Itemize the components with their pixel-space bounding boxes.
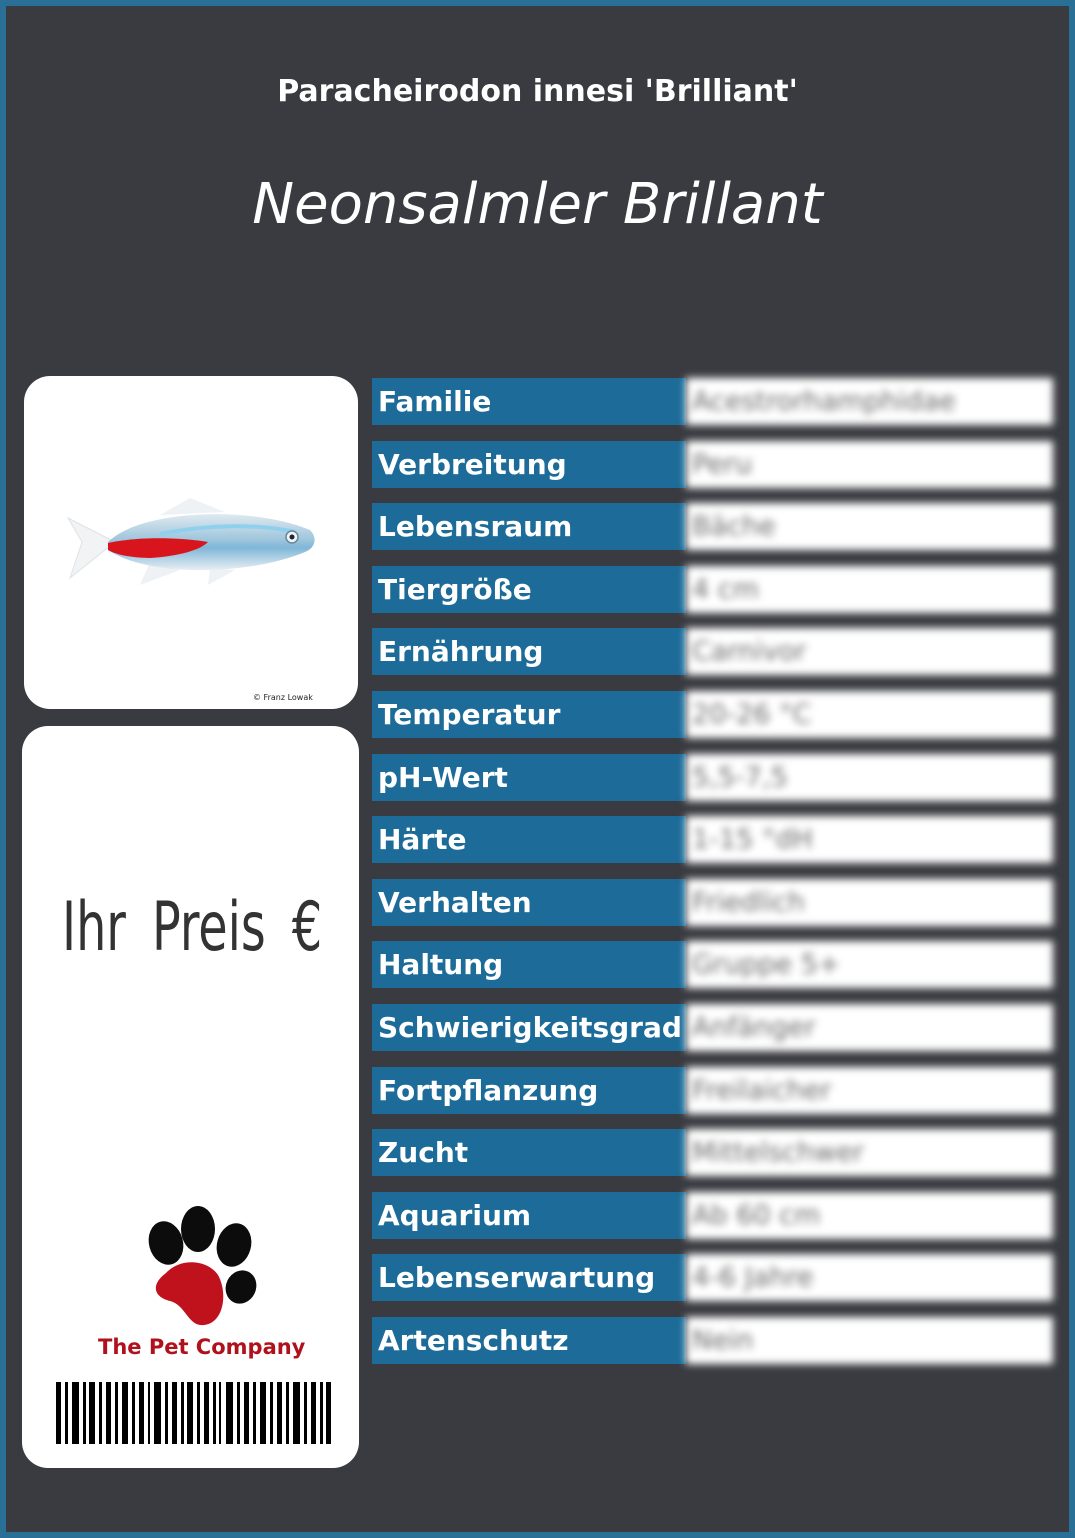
spec-label: Härte — [372, 816, 686, 863]
spec-row-schwierigkeitsgrad — [372, 1004, 1053, 1051]
spec-value: 5,5-7,5 — [686, 754, 1053, 801]
spec-label: Verhalten — [372, 879, 686, 926]
spec-value: Friedlich — [686, 879, 1053, 926]
spec-label: Aquarium — [372, 1192, 686, 1239]
spec-label: Artenschutz — [372, 1317, 686, 1364]
price-label: Ihr Preis € — [62, 888, 323, 967]
spec-row-lebensraum — [372, 503, 1053, 550]
photo-credit: © Franz Lowak — [253, 693, 313, 702]
spec-label: Lebenserwartung — [372, 1254, 686, 1301]
spec-value: Bäche — [686, 503, 1053, 550]
spec-label: Familie — [372, 378, 686, 425]
common-name-subtitle: Neonsalmler Brillant — [252, 172, 823, 237]
spec-label: Tiergröße — [372, 566, 686, 613]
spec-row-temperatur — [372, 691, 1053, 738]
spec-label: Verbreitung — [372, 441, 686, 488]
spec-row-lebenserwartung — [372, 1254, 1053, 1301]
spec-value: 20-26 °C — [686, 691, 1053, 738]
spec-row-tiergroesse — [372, 566, 1053, 613]
spec-row-ernaehrung — [372, 628, 1053, 675]
spec-row-haltung — [372, 941, 1053, 988]
spec-value: 4 cm — [686, 566, 1053, 613]
spec-label: Ernährung — [372, 628, 686, 675]
spec-value: Anfänger — [686, 1004, 1053, 1051]
spec-row-fortpflanzung — [372, 1067, 1053, 1114]
spec-row-zucht — [372, 1129, 1053, 1176]
spec-value: Mittelschwer — [686, 1129, 1053, 1176]
spec-row-artenschutz — [372, 1317, 1053, 1364]
neon-tetra-fish-icon — [60, 490, 320, 590]
spec-label: Temperatur — [372, 691, 686, 738]
spec-row-ph-wert — [372, 754, 1053, 801]
spec-label: Schwierigkeitsgrad — [372, 1004, 686, 1051]
spec-label: Zucht — [372, 1129, 686, 1176]
species-specs-table — [372, 378, 1053, 1380]
spec-label: pH-Wert — [372, 754, 686, 801]
spec-value: Freilaicher — [686, 1067, 1053, 1114]
spec-row-familie — [372, 378, 1053, 425]
spec-value: Nein — [686, 1317, 1053, 1364]
barcode-icon — [56, 1382, 332, 1444]
spec-value: 4-6 Jahre — [686, 1254, 1053, 1301]
spec-row-verbreitung — [372, 441, 1053, 488]
spec-value: Acestrorhamphidae — [686, 378, 1053, 425]
spec-value: Peru — [686, 441, 1053, 488]
spec-value: Gruppe 5+ — [686, 941, 1053, 988]
spec-label: Haltung — [372, 941, 686, 988]
spec-row-verhalten — [372, 879, 1053, 926]
paw-print-icon — [136, 1205, 266, 1335]
spec-label: Lebensraum — [372, 503, 686, 550]
company-name: The Pet Company — [98, 1335, 306, 1359]
spec-row-aquarium — [372, 1192, 1053, 1239]
spec-label: Fortpflanzung — [372, 1067, 686, 1114]
spec-value: 1-15 °dH — [686, 816, 1053, 863]
spec-row-haerte — [372, 816, 1053, 863]
spec-value: Carnivor — [686, 628, 1053, 675]
spec-value: Ab 60 cm — [686, 1192, 1053, 1239]
page-title: Paracheirodon innesi 'Brilliant' — [277, 74, 798, 109]
